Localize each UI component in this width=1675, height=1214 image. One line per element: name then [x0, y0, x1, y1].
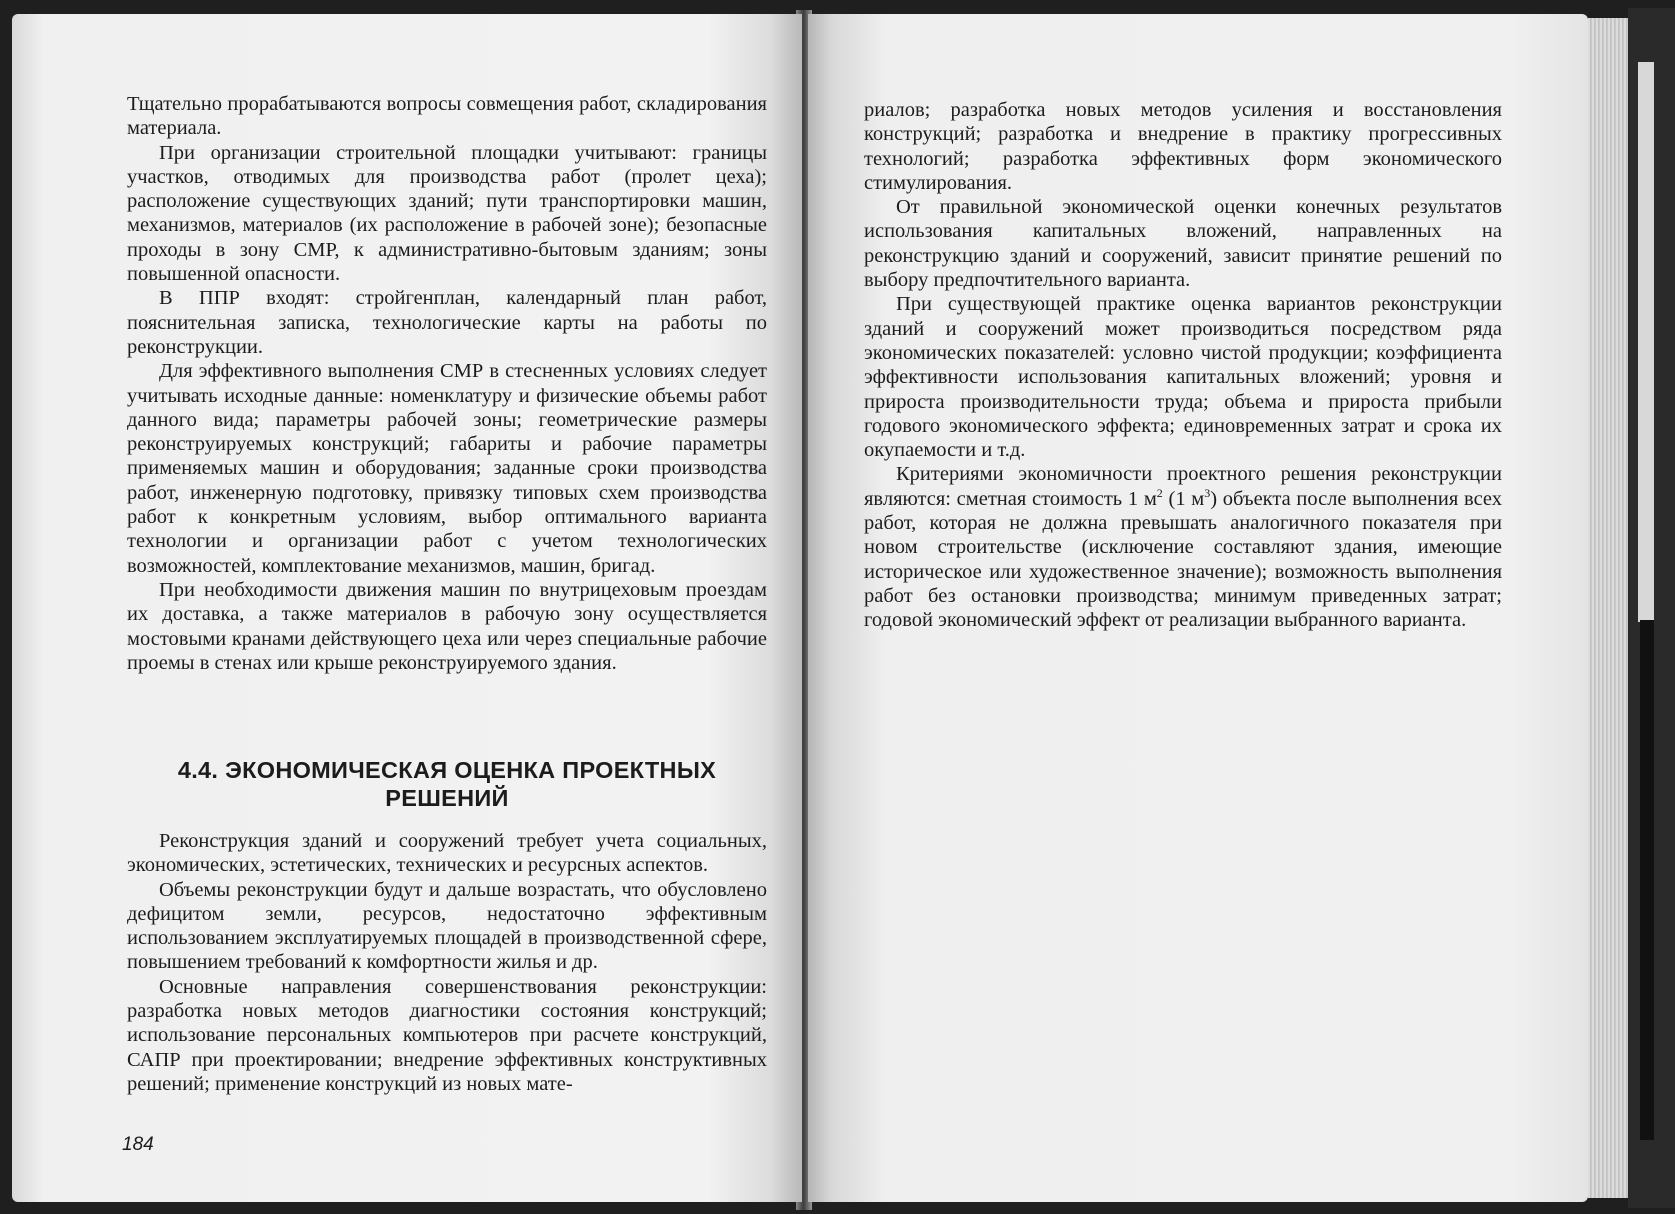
criteria-text-1: Критериями экономичности проектного решения реконструкции являются: сметная стоимость 1 м: [864, 463, 1502, 510]
paragraph: риалов; разработка новых методов усиления и восстановления конструкций; разработка и внедрение в практику прогрессивных технологий; разработка эффективных форм экономического стимулирования.: [864, 99, 1502, 194]
paragraph: При необходимости движения машин по внутрицеховым проездам их доставка, а также материалов в рабочую зону осуществляется мостовыми кранами действующего цеха или через специальные рабочие проемы в стенах или крыше реконструируемого здания.: [127, 578, 767, 674]
paragraph: От правильной экономической оценки конечных результатов использования капитальных вложений, направленных на реконструкцию зданий и сооружений, зависит принятие решений по выбору предпочтительного варианта.: [864, 196, 1502, 292]
paragraph: При существующей практике оценка вариантов реконструкции зданий и сооружений может производиться посредством ряда экономических показателей: условно чистой продукции; коэффициента эффективности использования капитальных вложений; уровня и прироста производительности труда; объема и прироста прибыли годового экономического эффекта; единовременных затрат и срока их окупаемости и т.д.: [864, 293, 1502, 462]
paragraph: Для эффективного выполнения СМР в стесненных условиях следует учитывать исходные данные: номенклатуру и физические объемы работ данного вида; параметры рабочей зоны; геометрические размеры реконструируемых конструкций; габариты и рабочие параметры применяемых машин и оборудования; заданные сроки производства работ, инженерную подготовку, привязку типовых схем производства работ к конкретным условиям, выбор оптимального варианта технологии и организации работ с учетом технологических возможностей, комплектование механизмов, машин, бригад.: [127, 360, 767, 577]
left-page: [12, 14, 802, 1202]
paragraph: При организации строительной площадки учитывают: границы участков, отводимых для производства работ (пролет цеха); расположение существующих зданий; пути транспортировки машин, механизмов, материалов (их расположение в рабочей зоне); безопасные проходы в зону СМР, к административно-бытовым зданиям; зоны повышенной опасности.: [127, 141, 767, 286]
left-page-text-bottom: [127, 829, 767, 1096]
page-edges: [1588, 18, 1631, 1198]
cover-spine-strip: [1638, 62, 1654, 622]
paragraph: Основные направления совершенствования реконструкции: разработка новых методов диагностики состояния конструкций; использование персональных компьютеров при расчете конструкций, САПР при проектировании; внедрение эффективных конструктивных решений; применение конструкций из новых мате-: [127, 975, 767, 1095]
right-page-text: [864, 98, 1502, 633]
paragraph: В ППР входят: стройгенплан, календарный план работ, пояснительная записка, технологические карты на работы по реконструкции.: [127, 287, 767, 358]
superscript-3: 3: [1204, 485, 1211, 500]
criteria-text-3: ) объекта после выполнения всех работ, которая не должна превышать аналогичного показателя при новом строительстве (исключение составляют здания, имеющие историческое или художественное значение); возможность выполнения работ без остановки производства; минимум приведенных затрат; годовой экономический эффект от реализации выбранного варианта.: [864, 487, 1502, 632]
section-heading-line2: РЕШЕНИЙ: [385, 785, 509, 811]
paragraph: Объемы реконструкции будут и дальше возрастать, что обусловлено дефицитом земли, ресурсов, недостаточно эффективным использованием эксплуатируемых площадей в производственной сфере, повышением требований к комфортности жилья и др.: [127, 878, 767, 974]
criteria-text-2: (1 м: [1162, 487, 1205, 510]
superscript-2: 2: [1156, 485, 1163, 500]
paragraph: Тщательно прорабатываются вопросы совмещения работ, складирования материала.: [127, 93, 767, 140]
criteria-paragraph: [864, 462, 1502, 632]
page-number: 184: [122, 1134, 154, 1155]
section-heading: [127, 756, 767, 812]
left-page-text-top: [127, 92, 767, 675]
paragraph: Реконструкция зданий и сооружений требует учета социальных, экономических, эстетических, технических и ресурсных аспектов.: [127, 830, 767, 877]
section-heading-line1: 4.4. ЭКОНОМИЧЕСКАЯ ОЦЕНКА ПРОЕКТНЫХ: [177, 757, 717, 783]
cover-spine-dark-strip: [1640, 620, 1654, 1140]
right-page: [808, 14, 1588, 1202]
